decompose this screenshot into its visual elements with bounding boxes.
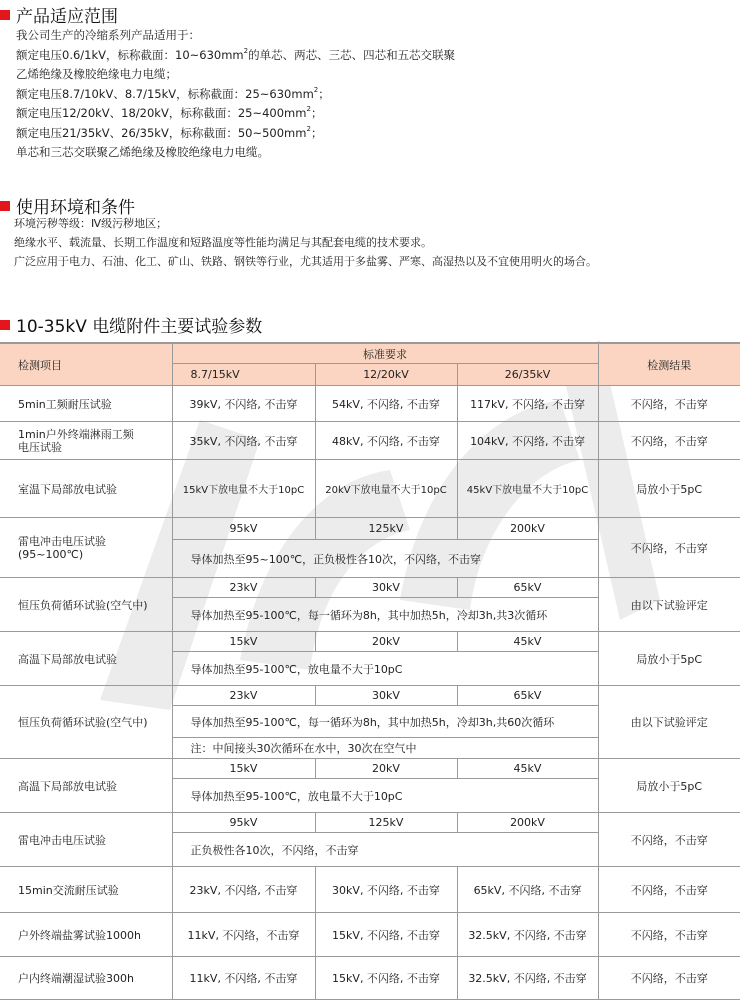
scope-paragraph (16, 26, 455, 163)
scope-line (16, 85, 455, 105)
row-value: 15kV, 不闪络, 不击穿 (315, 913, 457, 957)
row-value: 104kV, 不闪络, 不击穿 (457, 422, 598, 460)
scope-line (16, 124, 455, 144)
row-item: 恒压负荷循环试验(空气中) (0, 686, 172, 759)
scope-line: 我公司生产的冷缩系列产品适用于： (16, 28, 200, 42)
row-value: 45kV (457, 759, 598, 779)
row-value: 45kV下放电量不大于10pC (457, 460, 598, 518)
row-value: 125kV (315, 518, 457, 540)
row-note: 正负极性各10次，不闪络，不击穿 (172, 833, 598, 867)
row-item: 高温下局部放电试验 (0, 759, 172, 813)
scope-line-part: 的单芯、两芯、三芯、四芯和五芯交联聚 (248, 47, 456, 62)
table-row (0, 813, 740, 833)
row-note: 注：中间接头30次循环在水中，30次在空气中 (172, 738, 598, 759)
scope-title-text: 产品适应范围 (16, 7, 118, 27)
row-result: 局放小于5pC (598, 759, 740, 813)
row-value: 35kV, 不闪络, 不击穿 (172, 422, 315, 460)
row-value: 95kV (172, 518, 315, 540)
row-value: 39kV, 不闪络, 不击穿 (172, 386, 315, 422)
scope-line (16, 46, 455, 66)
row-value: 20kV下放电量不大于10pC (315, 460, 457, 518)
row-result: 不闪络，不击穿 (598, 913, 740, 957)
red-square-icon (0, 201, 10, 211)
row-value: 32.5kV, 不闪络, 不击穿 (457, 913, 598, 957)
environment-line: 环境污秽等级：Ⅳ级污秽地区； (14, 217, 168, 230)
row-value: 20kV (315, 632, 457, 652)
table-row (0, 422, 740, 460)
table-row (0, 518, 740, 540)
row-result: 不闪络，不击穿 (598, 518, 740, 578)
row-item: 雷电冲击电压试验(95~100℃) (0, 518, 172, 578)
table-header-row (0, 343, 740, 364)
scope-line-part: 额定电压21/35kV、26/35kV，标称截面：50~500mm (16, 125, 307, 140)
red-square-icon (0, 10, 10, 20)
red-square-icon (0, 320, 10, 330)
row-result: 不闪络，不击穿 (598, 813, 740, 867)
section-title-tests (0, 312, 262, 337)
scope-line-part: 额定电压12/20kV、18/20kV，标称截面：25~400mm (16, 106, 307, 120)
row-note: 导体加热至95~100℃，正负极性各10次，不闪络，不击穿 (172, 540, 598, 578)
row-note: 导体加热至95-100℃，每一循环为8h，其中加热5h，冷却3h,共60次循环 (172, 706, 598, 738)
table-row (0, 913, 740, 957)
row-value: 30kV (315, 686, 457, 706)
row-value: 20kV (315, 759, 457, 779)
scope-line: 单芯和三芯交联聚乙烯绝缘及橡胶绝缘电力电缆。 (16, 145, 269, 159)
scope-line-part: 额定电压8.7/10kV、8.7/15kV，标称截面：25~630mm (16, 86, 314, 101)
row-result: 局放小于5pC (598, 632, 740, 686)
semicolon: ； (310, 125, 323, 140)
row-item: 雷电冲击电压试验 (0, 813, 172, 867)
tests-title-text: 10-35kV 电缆附件主要试验参数 (16, 317, 263, 337)
row-value: 15kV (172, 759, 315, 779)
environment-paragraph (14, 214, 597, 271)
test-parameters-table (0, 342, 740, 1000)
header-voltage: 12/20kV (315, 364, 457, 386)
row-note: 导体加热至95-100℃，每一循环为8h，其中加热5h，冷却3h,共3次循环 (172, 598, 598, 632)
row-value: 15kV, 不闪络, 不击穿 (315, 957, 457, 1000)
environment-line: 广泛应用于电力、石油、化工、矿山、铁路、钢铁等行业，尤其适用于多盐雾、严寒、高湿热以及不宜使用明火的场合。 (14, 255, 597, 268)
table-row (0, 460, 740, 518)
table-row (0, 759, 740, 779)
row-item: 户外终端盐雾试验1000h (0, 913, 172, 957)
row-value: 30kV, 不闪络, 不击穿 (315, 867, 457, 913)
superscript: 2 (306, 105, 311, 113)
row-value: 23kV (172, 578, 315, 598)
table-row (0, 386, 740, 422)
header-voltage: 26/35kV (457, 364, 598, 386)
semicolon: ； (318, 86, 330, 101)
row-result: 局放小于5pC (598, 460, 740, 518)
row-result: 不闪络，不击穿 (598, 957, 740, 1000)
row-value: 125kV (315, 813, 457, 833)
scope-line: 乙烯绝缘及橡胶绝缘电力电缆； (16, 67, 177, 81)
environment-line: 绝缘水平、载流量、长期工作温度和短路温度等性能均满足与其配套电缆的技术要求。 (14, 236, 432, 249)
header-voltage: 8.7/15kV (172, 364, 315, 386)
row-value: 117kV, 不闪络, 不击穿 (457, 386, 598, 422)
row-result: 由以下试验评定 (598, 686, 740, 759)
row-item: 室温下局部放电试验 (0, 460, 172, 518)
row-value: 54kV, 不闪络, 不击穿 (315, 386, 457, 422)
superscript: 2 (306, 124, 311, 133)
superscript: 2 (243, 46, 249, 55)
row-value: 65kV (457, 686, 598, 706)
row-value: 23kV (172, 686, 315, 706)
section-title-scope (0, 2, 118, 27)
table-row (0, 578, 740, 598)
row-item: 1min户外终端淋雨工频电压试验 (0, 422, 172, 460)
row-value: 65kV, 不闪络, 不击穿 (457, 867, 598, 913)
row-result: 不闪络，不击穿 (598, 422, 740, 460)
scope-line-part: 额定电压0.6/1kV，标称截面：10~630mm (16, 47, 244, 62)
row-value: 11kV, 不闪络，不击穿 (172, 913, 315, 957)
row-result: 不闪络，不击穿 (598, 386, 740, 422)
row-value: 200kV (457, 813, 598, 833)
row-result: 不闪络，不击穿 (598, 867, 740, 913)
row-value: 65kV (457, 578, 598, 598)
table-row (0, 686, 740, 706)
row-value: 30kV (315, 578, 457, 598)
row-value: 32.5kV, 不闪络, 不击穿 (457, 957, 598, 1000)
row-value: 45kV (457, 632, 598, 652)
row-value: 23kV, 不闪络, 不击穿 (172, 867, 315, 913)
row-item: 高温下局部放电试验 (0, 632, 172, 686)
row-item: 5min工频耐压试验 (0, 386, 172, 422)
header-standard: 标准要求 (172, 343, 598, 364)
row-item: 15min交流耐压试验 (0, 867, 172, 913)
row-note: 导体加热至95-100℃，放电量不大于10pC (172, 779, 598, 813)
table-row (0, 632, 740, 652)
header-item: 检测项目 (0, 343, 172, 386)
row-result: 由以下试验评定 (598, 578, 740, 632)
superscript: 2 (313, 85, 319, 94)
row-note: 导体加热至95-100℃，放电量不大于10pC (172, 652, 598, 686)
table-row (0, 867, 740, 913)
row-value: 48kV, 不闪络, 不击穿 (315, 422, 457, 460)
row-value: 11kV, 不闪络, 不击穿 (172, 957, 315, 1000)
scope-line (16, 104, 455, 124)
row-value: 15kV下放电量不大于10pC (172, 460, 315, 518)
semicolon: ； (310, 106, 323, 120)
row-value: 15kV (172, 632, 315, 652)
row-value: 95kV (172, 813, 315, 833)
row-item: 恒压负荷循环试验(空气中) (0, 578, 172, 632)
table-row (0, 957, 740, 1000)
row-item: 户内终端潮湿试验300h (0, 957, 172, 1000)
environment-title-text: 使用环境和条件 (16, 198, 135, 218)
row-value: 200kV (457, 518, 598, 540)
header-result: 检测结果 (598, 343, 740, 386)
